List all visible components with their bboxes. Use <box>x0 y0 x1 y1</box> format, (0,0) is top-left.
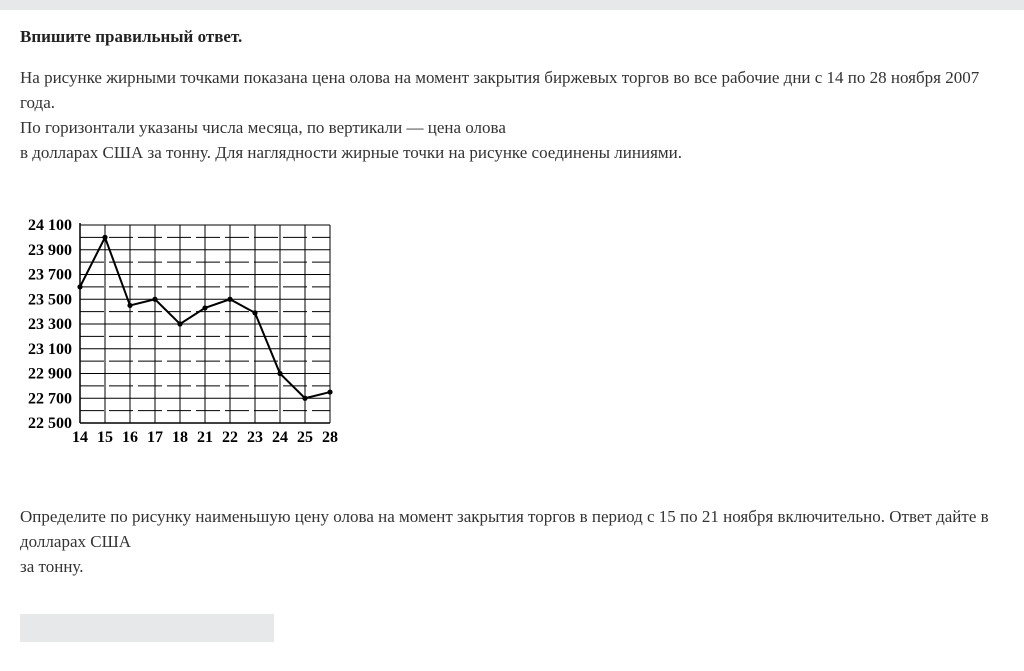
price-data-point <box>177 321 182 326</box>
question-line: за тонну. <box>20 557 84 576</box>
y-tick-label: 23 700 <box>28 266 72 284</box>
task-heading: Впишите правильный ответ. <box>20 27 243 46</box>
y-tick-label: 23 500 <box>28 291 72 309</box>
top-strip <box>0 0 1024 10</box>
price-data-point <box>302 396 307 401</box>
price-data-point <box>102 235 107 240</box>
price-data-point <box>127 303 132 308</box>
y-tick-label: 23 300 <box>28 316 72 333</box>
price-data-point <box>227 297 232 302</box>
y-tick-label: 23 100 <box>28 340 72 358</box>
price-data-point <box>252 310 257 315</box>
task-description <box>20 65 1010 165</box>
question-line: Определите по рисунку наименьшую цену олова на момент закрытия торгов в период с 15 по 21 ноября включительно. Ответ дайте в долларах США <box>20 507 989 551</box>
y-tick-label: 22 900 <box>28 365 72 383</box>
chart-svg <box>16 212 346 452</box>
price-data-point <box>277 371 282 376</box>
x-tick-label: 23 <box>247 429 263 446</box>
price-data-point <box>202 305 207 310</box>
x-tick-label: 25 <box>297 429 313 446</box>
x-tick-label: 28 <box>322 429 338 446</box>
y-tick-label: 22 700 <box>28 390 72 408</box>
task-text-line: На рисунке жирными точками показана цена олова на момент закрытия биржевых торгов во все рабочие дни с 14 по 28 ноября 2007 года. <box>20 68 980 112</box>
task-text-line: в долларах США за тонну. Для наглядности жирные точки на рисунке соединены линиями. <box>20 143 682 162</box>
x-tick-label: 15 <box>97 429 113 446</box>
answer-input[interactable] <box>20 614 274 642</box>
x-tick-label: 22 <box>222 429 238 446</box>
y-tick-label: 24 100 <box>28 217 72 234</box>
price-data-point <box>152 297 157 302</box>
tin-price-chart <box>16 212 346 452</box>
x-tick-label: 17 <box>147 429 163 446</box>
x-tick-label: 24 <box>272 429 288 446</box>
x-tick-label: 16 <box>122 429 138 446</box>
y-tick-label: 23 900 <box>28 241 72 259</box>
price-data-point <box>327 389 332 394</box>
x-tick-label: 14 <box>72 429 88 446</box>
task-text-line: По горизонтали указаны числа месяца, по вертикали — цена олова <box>20 118 506 137</box>
price-data-point <box>77 284 82 289</box>
x-tick-label: 18 <box>172 429 188 446</box>
y-tick-label: 22 500 <box>28 415 72 432</box>
x-tick-label: 21 <box>197 429 213 446</box>
question-text <box>20 504 1010 579</box>
